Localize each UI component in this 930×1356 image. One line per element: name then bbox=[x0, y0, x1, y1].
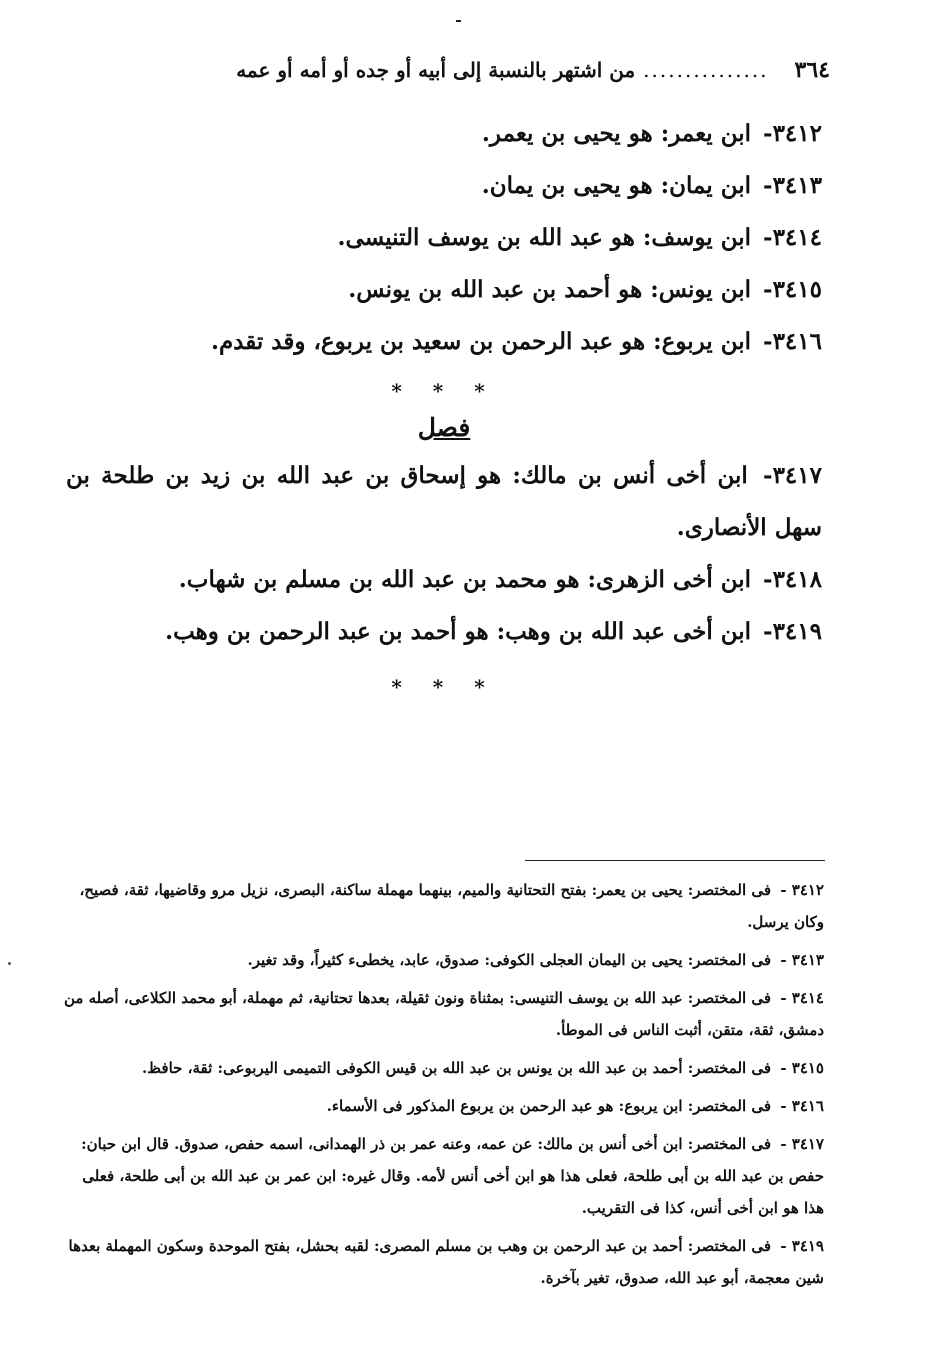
footnote-text: فى المختصر: يحيى بن يعمر: بفتح التحتانية والميم، بينهما مهملة ساكنة، البصرى، نزيل مرو وقاضيها، ثقة، فصيح، وكان يرسل. bbox=[79, 881, 824, 931]
section-heading: فصل bbox=[417, 413, 471, 442]
footnote-text: فى المختصر: أحمد بن عبد الله بن يونس بن عبد الله بن قيس الكوفى التميمى اليربوعى: ثقة، حافظ. bbox=[141, 1059, 772, 1077]
footnote-number: ٣٤١٣ - bbox=[780, 951, 824, 969]
entry-number: ٣٤١٤- bbox=[763, 224, 822, 251]
footnote-3414 bbox=[62, 982, 824, 1046]
footnote-text: فى المختصر: ابن أخى أنس بن مالك: عن عمه، وعنه عمر بن ذر الهمدانى، اسمه حفص، صدوق. قال ابن حبان: حفص بن عبد الله بن أبى طلحة، فعلى هذا هو ابن أخى أنس لأمه. وقال غيره: ابن عمر بن عبد الله بن أبى طلحة، فعلى هذا هو ابن أخى أنس، كذا فى التقريب. bbox=[81, 1135, 824, 1217]
main-text bbox=[66, 108, 822, 702]
entry-text: ابن أخى الزهرى: هو محمد بن عبد الله بن مسلم بن شهاب. bbox=[178, 566, 752, 593]
entry-3417 bbox=[66, 450, 822, 554]
footnote-number: ٣٤١٦ - bbox=[780, 1097, 824, 1115]
entry-number: ٣٤١٢- bbox=[763, 120, 822, 147]
footnote-number: ٣٤١٥ - bbox=[780, 1059, 824, 1077]
entry-text: ابن يوسف: هو عبد الله بن يوسف التنيسى. bbox=[337, 224, 752, 251]
footnote-3415 bbox=[62, 1052, 824, 1084]
footnote-number: ٣٤١٤ - bbox=[780, 989, 824, 1007]
entry-3418 bbox=[66, 554, 822, 606]
footnote-text: فى المختصر: عبد الله بن يوسف التنيسى: بمثناة ونون ثقيلة، بعدها تحتانية، ثم مهملة، أبو محمد الكلاعى، أصله من دمشق، ثقة، متقن، أثبت الناس فى الموطأ. bbox=[63, 989, 824, 1039]
entry-number: ٣٤١٣- bbox=[763, 172, 822, 199]
footnote-3419 bbox=[62, 1230, 824, 1294]
entry-text: ابن أخى أنس بن مالك: هو إسحاق بن عبد الله بن زيد بن طلحة بن سهل الأنصارى. bbox=[66, 462, 822, 541]
entry-text: ابن يمان: هو يحيى بن يمان. bbox=[481, 172, 752, 199]
leader-dots: ............... bbox=[643, 58, 769, 82]
footnote-3412 bbox=[62, 874, 824, 938]
footnote-text: فى المختصر: ابن يربوع: هو عبد الرحمن بن يربوع المذكور فى الأسماء. bbox=[326, 1097, 772, 1115]
entry-3416 bbox=[66, 316, 822, 368]
footnote-number: ٣٤١٢ - bbox=[780, 881, 824, 899]
footnotes bbox=[62, 874, 824, 1300]
entry-3414 bbox=[66, 212, 822, 264]
footnote-3413 bbox=[62, 944, 824, 976]
footnote-text: فى المختصر: يحيى بن اليمان العجلى الكوفى: صدوق، عابد، يخطىء كثيراً، وقد تغير. bbox=[247, 951, 772, 969]
footnote-number: ٣٤١٧ - bbox=[780, 1135, 824, 1153]
top-mark bbox=[456, 20, 461, 22]
entry-3412 bbox=[66, 108, 822, 160]
footnote-3417 bbox=[62, 1128, 824, 1224]
entry-number: ٣٤١٧- bbox=[763, 462, 822, 489]
entry-number: ٣٤١٨- bbox=[763, 566, 822, 593]
margin-dot bbox=[8, 962, 11, 965]
running-header bbox=[70, 52, 830, 88]
entry-3415 bbox=[66, 264, 822, 316]
footnote-rule bbox=[525, 860, 825, 861]
entry-text: ابن يونس: هو أحمد بن عبد الله بن يونس. bbox=[348, 276, 752, 303]
entry-number: ٣٤١٩- bbox=[763, 618, 822, 645]
entry-3419 bbox=[66, 606, 822, 658]
footnote-number: ٣٤١٩ - bbox=[780, 1237, 824, 1255]
page-number: ٣٦٤ bbox=[794, 57, 830, 83]
entry-3413 bbox=[66, 160, 822, 212]
entry-number: ٣٤١٥- bbox=[763, 276, 822, 303]
running-title: من اشتهر بالنسبة إلى أبيه أو جده أو أمه أو عمه bbox=[236, 58, 636, 82]
entry-text: ابن يربوع: هو عبد الرحمن بن سعيد بن يربوع، وقد تقدم. bbox=[210, 328, 752, 355]
footnote-3416 bbox=[62, 1090, 824, 1122]
end-divider-stars: * * * bbox=[391, 675, 497, 699]
entry-text: ابن يعمر: هو يحيى بن يعمر. bbox=[481, 120, 752, 147]
entry-text: ابن أخى عبد الله بن وهب: هو أحمد بن عبد الرحمن بن وهب. bbox=[165, 618, 752, 645]
section-divider-stars: * * * bbox=[391, 379, 497, 403]
entry-number: ٣٤١٦- bbox=[763, 328, 822, 355]
footnote-text: فى المختصر: أحمد بن عبد الرحمن بن وهب بن مسلم المصرى: لقبه بحشل، بفتح الموحدة وسكون المهملة بعدها شين معجمة، أبو عبد الله، صدوق، تغير بآخرة. bbox=[68, 1237, 824, 1287]
